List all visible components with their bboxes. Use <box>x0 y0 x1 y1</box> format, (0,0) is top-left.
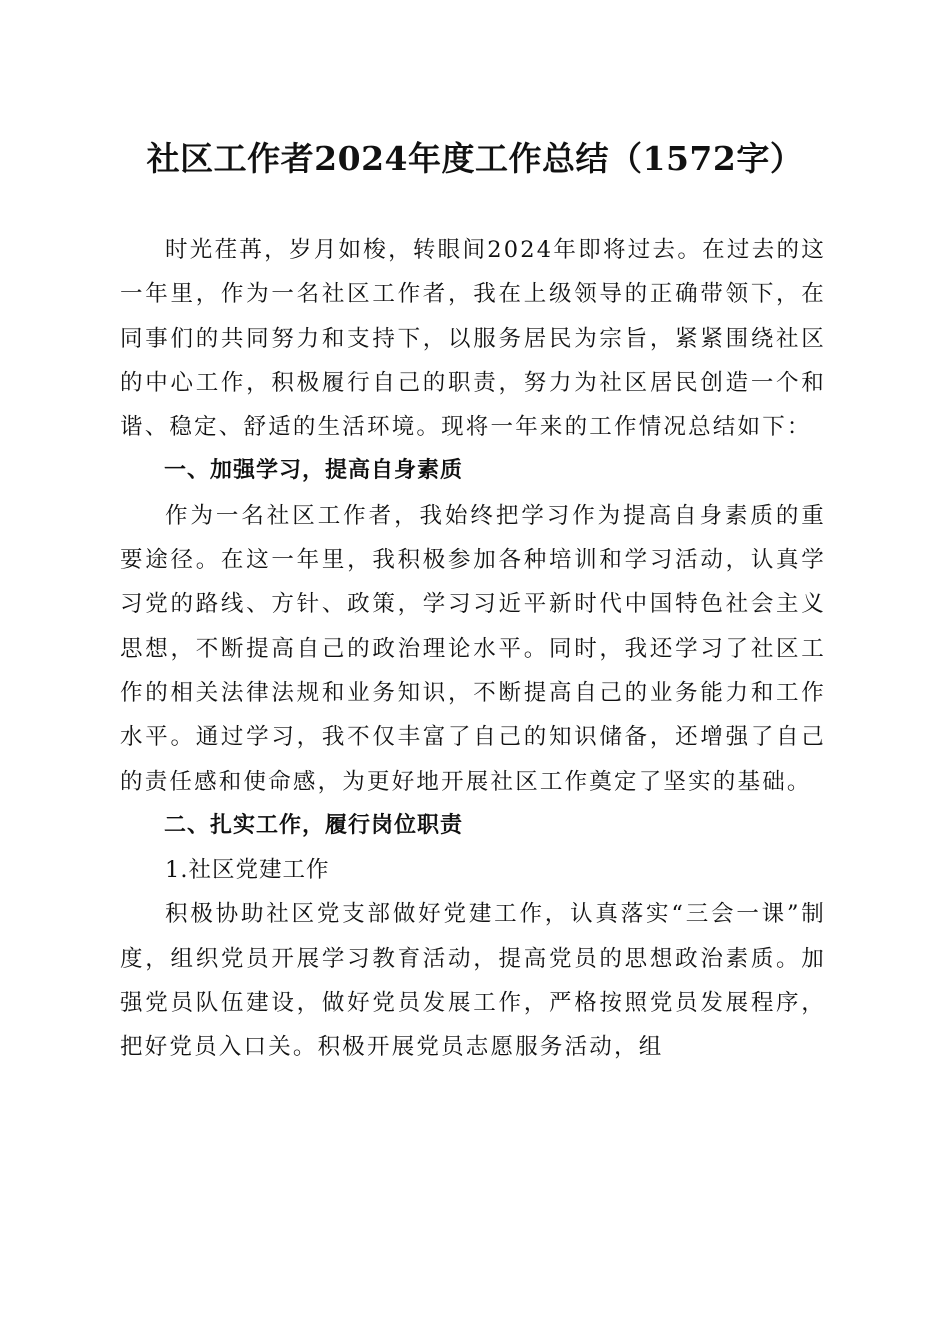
subsection-heading-party-building: 1.社区党建工作 <box>165 857 330 884</box>
section-heading-study: 一、加强学习，提高自身素质 <box>164 458 464 484</box>
section-paragraph-study: 作为一名社区工作者，我始终把学习作为提高自身素质的重要途径。在这一年里，我积极参加各种培训和学习活动，认真学习党的路线、方针、政策，学习习近平新时代中国特色社会主义思想，不断提高自己的政治理论水平。同时，我还学习了社区工作的相关法律法规和业务知识，不断提高自己的业务能力和工作水平。通过学习，我不仅丰富了自己的知识储备，还增强了自己的责任感和使命感，为更好地开展社区工作奠定了坚实的基础。 <box>120 502 826 795</box>
section-heading-work: 二、扎实工作，履行岗位职责 <box>164 812 464 838</box>
document-body <box>120 228 826 1070</box>
document-title: 社区工作者2024年度工作总结（1572字） <box>146 139 804 178</box>
section-paragraph-party-building: 积极协助社区党支部做好党建工作，认真落实“三会一课”制度，组织党员开展学习教育活动，提高党员的思想政治素质。加强党员队伍建设，做好党员发展工作，严格按照党员发展程序，把好党员入口关。积极开展党员志愿服务活动，组 <box>120 901 826 1061</box>
intro-paragraph: 时光荏苒，岁月如梭，转眼间2024年即将过去。在过去的这一年里，作为一名社区工作者，我在上级领导的正确带领下，在同事们的共同努力和支持下，以服务居民为宗旨，紧紧围绕社区的中心工作，积极履行自己的职责，努力为社区居民创造一个和谐、稳定、舒适的生活环境。现将一年来的工作情况总结如下： <box>120 237 826 441</box>
